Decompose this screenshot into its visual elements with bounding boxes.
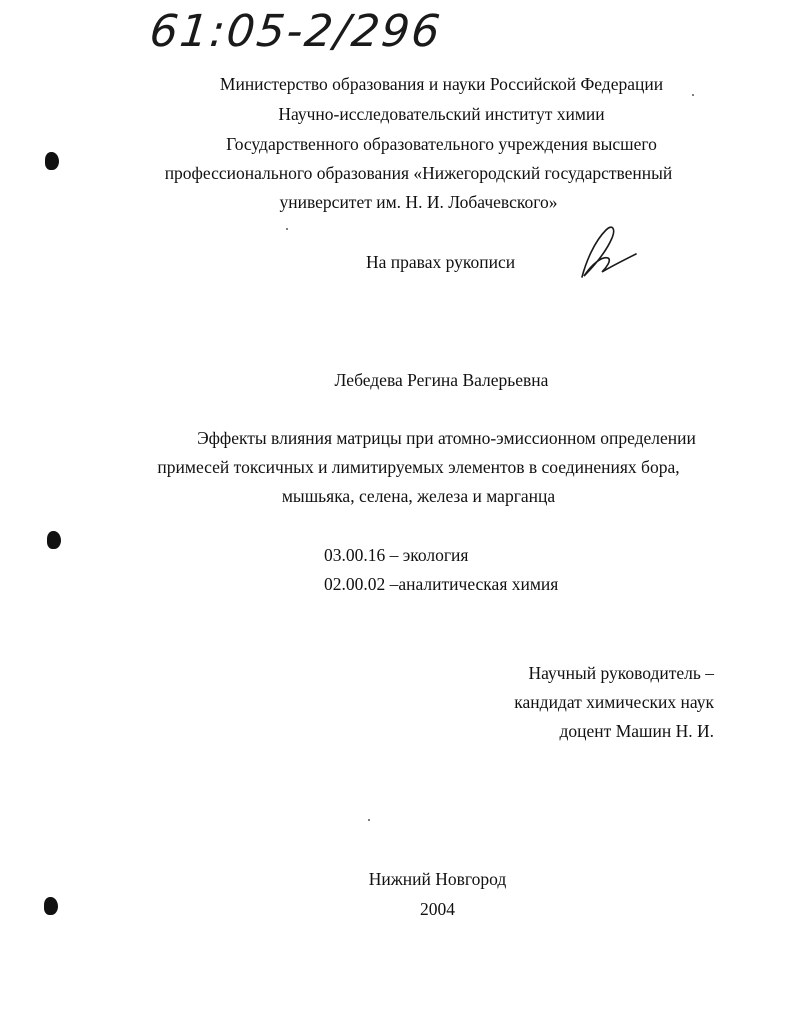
specialty-code: 03.00.16 – экология <box>324 545 469 565</box>
scan-speck <box>692 94 694 96</box>
title-line: Эффекты влияния матрицы при атомно-эмиссионном определении <box>197 428 696 448</box>
title-line: мышьяка, селена, железа и марганца <box>281 486 556 506</box>
supervisor-line: кандидат химических наук <box>514 692 714 712</box>
institution-line: Научно-исследовательский институт химии <box>278 104 605 124</box>
institution-line: профессионального образования «Нижегородский государственный <box>164 163 673 183</box>
institution-line: Министерство образования и науки Российской Федерации <box>219 74 664 94</box>
signature-image <box>572 222 642 282</box>
punch-hole-mark <box>44 897 58 915</box>
manuscript-rights: На правах рукописи <box>366 252 516 272</box>
institution-line: Государственного образовательного учреждения высшего <box>226 134 657 154</box>
punch-hole-mark <box>47 531 61 549</box>
institution-line: университет им. Н. И. Лобачевского» <box>279 192 558 212</box>
catalog-stamp: 61:05-2/296 <box>147 6 445 57</box>
supervisor-line: Научный руководитель – <box>528 663 714 683</box>
year: 2004 <box>420 899 455 919</box>
title-line: примесей токсичных и лимитируемых элементов в соединениях бора, <box>157 457 680 477</box>
supervisor-line: доцент Машин Н. И. <box>559 721 714 741</box>
scan-speck <box>368 819 370 821</box>
city: Нижний Новгород <box>368 869 507 889</box>
scan-speck <box>286 228 288 230</box>
punch-hole-mark <box>45 152 59 170</box>
specialty-code: 02.00.02 –аналитическая химия <box>324 574 559 594</box>
author-name: Лебедева Регина Валерьевна <box>334 370 549 390</box>
